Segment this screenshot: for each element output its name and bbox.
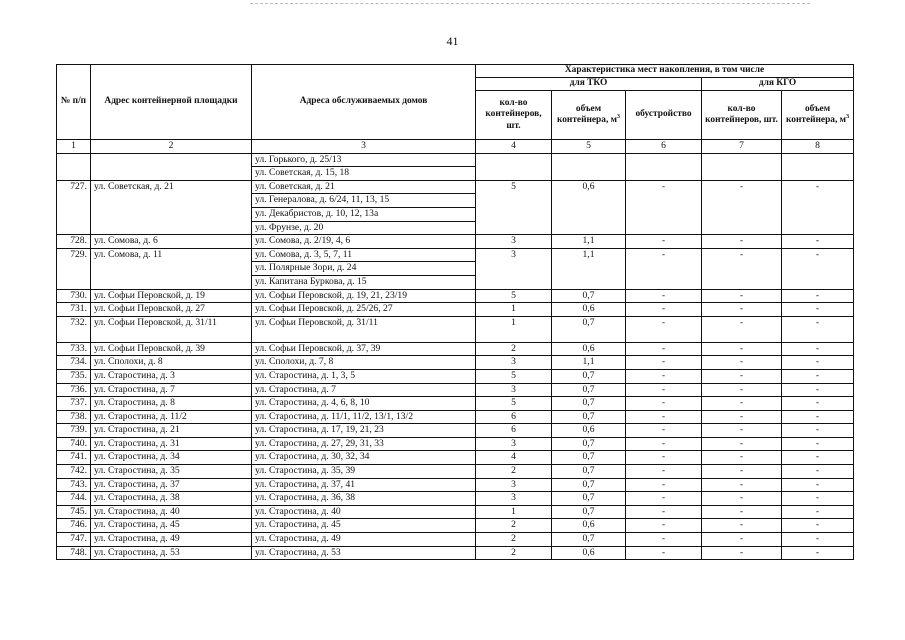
kgo-volume: - [782, 248, 854, 289]
table-row [57, 424, 854, 438]
row-number: 739. [57, 424, 91, 438]
tko-arrangement: - [626, 383, 702, 397]
tko-volume: 0,7 [552, 533, 626, 547]
column-number: 1 [57, 140, 91, 154]
tko-volume: 0,7 [552, 369, 626, 383]
table-row [57, 492, 854, 506]
kgo-count: - [702, 437, 782, 451]
site-address: ул. Старостина, д. 7 [91, 383, 252, 397]
table-row [57, 383, 854, 397]
tko-volume: 0,6 [552, 180, 626, 234]
table-row [57, 289, 854, 303]
tko-arrangement: - [626, 248, 702, 289]
tko-arrangement [626, 153, 702, 180]
served-house: ул. Советская, д. 15, 18 [252, 167, 476, 181]
served-house: ул. Старостина, д. 53 [252, 546, 476, 560]
tko-arrangement: - [626, 519, 702, 533]
row-number: 730. [57, 289, 91, 303]
row-number: 746. [57, 519, 91, 533]
kgo-count: - [702, 289, 782, 303]
header-houses: Адреса обслуживаемых домов [252, 65, 476, 140]
tko-arrangement: - [626, 369, 702, 383]
site-address: ул. Старостина, д. 37 [91, 478, 252, 492]
site-address: ул. Сомова, д. 11 [91, 248, 252, 289]
column-number: 7 [702, 140, 782, 154]
site-address: ул. Сомова, д. 6 [91, 235, 252, 249]
column-number: 5 [552, 140, 626, 154]
site-address: ул. Старостина, д. 11/2 [91, 410, 252, 424]
site-address: ул. Старостина, д. 3 [91, 369, 252, 383]
row-number: 740. [57, 437, 91, 451]
kgo-count: - [702, 478, 782, 492]
tko-count: 1 [476, 303, 552, 317]
site-address: ул. Советская, д. 21 [91, 180, 252, 234]
table-row [57, 248, 854, 262]
tko-count: 3 [476, 492, 552, 506]
served-house: ул. Софьи Перовской, д. 37, 39 [252, 342, 476, 356]
tko-arrangement: - [626, 533, 702, 547]
kgo-volume: - [782, 451, 854, 465]
header-tko-volume [552, 91, 626, 140]
served-house: ул. Старостина, д. 35, 39 [252, 465, 476, 479]
row-number: 729. [57, 248, 91, 289]
site-address: ул. Старостина, д. 34 [91, 451, 252, 465]
table-row [57, 519, 854, 533]
column-number: 4 [476, 140, 552, 154]
kgo-volume: - [782, 397, 854, 411]
tko-volume: 0,6 [552, 424, 626, 438]
tko-volume: 0,7 [552, 505, 626, 519]
tko-arrangement: - [626, 437, 702, 451]
tko-arrangement: - [626, 397, 702, 411]
tko-count: 2 [476, 533, 552, 547]
tko-count: 1 [476, 316, 552, 342]
header-tko-volume-text: объем контейнера, м [556, 103, 618, 125]
site-address: ул. Софьи Перовской, д. 39 [91, 342, 252, 356]
kgo-volume: - [782, 533, 854, 547]
cube-superscript: 3 [617, 113, 621, 120]
tko-arrangement: - [626, 235, 702, 249]
tko-volume [552, 153, 626, 180]
kgo-volume [782, 153, 854, 180]
table-header [57, 65, 854, 154]
tko-volume: 0,7 [552, 289, 626, 303]
table-row [57, 397, 854, 411]
served-house: ул. Старостина, д. 27, 29, 31, 33 [252, 437, 476, 451]
header-kgo-volume [782, 91, 854, 140]
served-house: ул. Старостина, д. 1, 3, 5 [252, 369, 476, 383]
kgo-volume: - [782, 546, 854, 560]
row-number: 748. [57, 546, 91, 560]
kgo-volume: - [782, 437, 854, 451]
served-house: ул. Старостина, д. 36, 38 [252, 492, 476, 506]
tko-count: 1 [476, 505, 552, 519]
site-address [91, 153, 252, 180]
tko-volume: 0,7 [552, 465, 626, 479]
row-number: 727. [57, 180, 91, 234]
row-number: 736. [57, 383, 91, 397]
site-address: ул. Софьи Перовской, д. 27 [91, 303, 252, 317]
served-house: ул. Генералова, д. 6/24, 11, 13, 15 [252, 194, 476, 208]
row-number: 734. [57, 356, 91, 370]
tko-arrangement: - [626, 492, 702, 506]
header-no: № п/п [57, 65, 91, 140]
kgo-count: - [702, 383, 782, 397]
tko-count: 4 [476, 451, 552, 465]
table-row [57, 303, 854, 317]
served-house: ул. Фрунзе, д. 20 [252, 221, 476, 235]
tko-volume: 0,7 [552, 492, 626, 506]
kgo-count: - [702, 519, 782, 533]
tko-arrangement: - [626, 451, 702, 465]
row-number: 741. [57, 451, 91, 465]
tko-count: 3 [476, 437, 552, 451]
site-address: ул. Софьи Перовской, д. 19 [91, 289, 252, 303]
tko-count: 3 [476, 478, 552, 492]
tko-volume: 0,7 [552, 383, 626, 397]
column-number-row [57, 140, 854, 154]
tko-count: 6 [476, 424, 552, 438]
served-house: ул. Старостина, д. 11/1, 11/2, 13/1, 13/2 [252, 410, 476, 424]
table-row [57, 410, 854, 424]
row-number: 745. [57, 505, 91, 519]
served-house: ул. Декабристов, д. 10, 12, 13а [252, 207, 476, 221]
table-row [57, 153, 854, 167]
tko-volume: 0,7 [552, 397, 626, 411]
served-house: ул. Горького, д. 25/13 [252, 153, 476, 167]
tko-arrangement: - [626, 410, 702, 424]
header-kgo: для КГО [702, 78, 854, 91]
tko-arrangement: - [626, 180, 702, 234]
kgo-count: - [702, 465, 782, 479]
kgo-count: - [702, 248, 782, 289]
kgo-count: - [702, 492, 782, 506]
served-house: ул. Старостина, д. 37, 41 [252, 478, 476, 492]
tko-count: 6 [476, 410, 552, 424]
kgo-volume: - [782, 492, 854, 506]
served-house: ул. Софьи Перовской, д. 25/26, 27 [252, 303, 476, 317]
served-house: ул. Полярные Зори, д. 24 [252, 262, 476, 276]
kgo-volume: - [782, 519, 854, 533]
column-number: 2 [91, 140, 252, 154]
table-row [57, 451, 854, 465]
tko-count: 3 [476, 248, 552, 289]
row-number: 744. [57, 492, 91, 506]
kgo-volume: - [782, 316, 854, 342]
table-row [57, 546, 854, 560]
kgo-count: - [702, 505, 782, 519]
site-address: ул. Старостина, д. 31 [91, 437, 252, 451]
tko-arrangement: - [626, 424, 702, 438]
kgo-volume: - [782, 303, 854, 317]
kgo-count: - [702, 451, 782, 465]
kgo-count: - [702, 303, 782, 317]
row-number: 743. [57, 478, 91, 492]
column-number: 6 [626, 140, 702, 154]
table-row [57, 316, 854, 342]
row-number: 735. [57, 369, 91, 383]
row-number [57, 153, 91, 180]
tko-arrangement: - [626, 356, 702, 370]
column-number: 3 [252, 140, 476, 154]
served-house: ул. Старостина, д. 45 [252, 519, 476, 533]
table-row [57, 369, 854, 383]
site-address: ул. Старостина, д. 45 [91, 519, 252, 533]
site-address: ул. Старостина, д. 8 [91, 397, 252, 411]
site-address: ул. Старостина, д. 38 [91, 492, 252, 506]
tko-volume: 0,7 [552, 451, 626, 465]
tko-count: 3 [476, 235, 552, 249]
table-row [57, 356, 854, 370]
served-house: ул. Старостина, д. 40 [252, 505, 476, 519]
served-house: ул. Софьи Перовской, д. 19, 21, 23/19 [252, 289, 476, 303]
kgo-count: - [702, 316, 782, 342]
tko-count: 5 [476, 397, 552, 411]
column-number: 8 [782, 140, 854, 154]
tko-count: 2 [476, 519, 552, 533]
tko-arrangement: - [626, 478, 702, 492]
served-house: ул. Сполохи, д. 7, 8 [252, 356, 476, 370]
tko-volume: 0,6 [552, 303, 626, 317]
table-row [57, 180, 854, 194]
table-row [57, 505, 854, 519]
kgo-volume: - [782, 235, 854, 249]
served-house: ул. Старостина, д. 17, 19, 21, 23 [252, 424, 476, 438]
served-house: ул. Сомова, д. 2/19, 4, 6 [252, 235, 476, 249]
tko-volume: 0,6 [552, 342, 626, 356]
kgo-count [702, 153, 782, 180]
table-row [57, 437, 854, 451]
site-address: ул. Старостина, д. 53 [91, 546, 252, 560]
row-number: 737. [57, 397, 91, 411]
kgo-count: - [702, 533, 782, 547]
header-tko-count: кол-во контейнеров, шт. [476, 91, 552, 140]
kgo-volume: - [782, 180, 854, 234]
site-address: ул. Старостина, д. 35 [91, 465, 252, 479]
cube-superscript: 3 [846, 113, 850, 120]
row-number: 738. [57, 410, 91, 424]
kgo-count: - [702, 397, 782, 411]
kgo-volume: - [782, 478, 854, 492]
tko-volume: 0,7 [552, 437, 626, 451]
page-number: 41 [446, 34, 459, 48]
tko-volume: 0,6 [552, 519, 626, 533]
row-number: 742. [57, 465, 91, 479]
tko-arrangement: - [626, 342, 702, 356]
table-body [57, 153, 854, 560]
site-address: ул. Софьи Перовской, д. 31/11 [91, 316, 252, 342]
table-row [57, 342, 854, 356]
table-row [57, 465, 854, 479]
served-house: ул. Капитана Буркова, д. 15 [252, 275, 476, 289]
kgo-volume: - [782, 465, 854, 479]
site-address: ул. Старостина, д. 21 [91, 424, 252, 438]
tko-volume: 1,1 [552, 235, 626, 249]
kgo-count: - [702, 342, 782, 356]
table-row [57, 235, 854, 249]
tko-count: 5 [476, 180, 552, 234]
row-number: 731. [57, 303, 91, 317]
kgo-volume: - [782, 424, 854, 438]
kgo-count: - [702, 546, 782, 560]
tko-volume: 0,7 [552, 316, 626, 342]
kgo-count: - [702, 369, 782, 383]
header-tko: для ТКО [476, 78, 702, 91]
kgo-count: - [702, 410, 782, 424]
kgo-volume: - [782, 342, 854, 356]
header-tko-arrangement: обустройство [626, 91, 702, 140]
served-house: ул. Советская, д. 21 [252, 180, 476, 194]
table-row [57, 478, 854, 492]
tko-volume: 1,1 [552, 248, 626, 289]
kgo-volume: - [782, 383, 854, 397]
tko-volume: 0,7 [552, 478, 626, 492]
tko-count: 3 [476, 356, 552, 370]
tko-arrangement: - [626, 546, 702, 560]
tko-count [476, 153, 552, 180]
kgo-volume: - [782, 356, 854, 370]
row-number: 747. [57, 533, 91, 547]
top-edge-mark [250, 0, 810, 4]
tko-volume: 0,7 [552, 410, 626, 424]
site-address: ул. Старостина, д. 40 [91, 505, 252, 519]
row-number: 728. [57, 235, 91, 249]
tko-count: 2 [476, 546, 552, 560]
tko-arrangement: - [626, 303, 702, 317]
tko-arrangement: - [626, 505, 702, 519]
header-address: Адрес контейнерной площадки [91, 65, 252, 140]
row-number: 732. [57, 316, 91, 342]
kgo-count: - [702, 356, 782, 370]
kgo-volume: - [782, 410, 854, 424]
kgo-volume: - [782, 289, 854, 303]
tko-volume: 0,6 [552, 546, 626, 560]
header-characteristics: Характеристика мест накопления, в том числе [476, 65, 854, 78]
tko-count: 2 [476, 342, 552, 356]
served-house: ул. Старостина, д. 49 [252, 533, 476, 547]
tko-arrangement: - [626, 465, 702, 479]
tko-arrangement: - [626, 316, 702, 342]
tko-volume: 1,1 [552, 356, 626, 370]
served-house: ул. Сомова, д. 3, 5, 7, 11 [252, 248, 476, 262]
served-house: ул. Старостина, д. 30, 32, 34 [252, 451, 476, 465]
header-kgo-volume-text: объем контейнера, м [785, 103, 847, 125]
header-kgo-count: кол-во контейнеров, шт. [702, 91, 782, 140]
served-house: ул. Старостина, д. 7 [252, 383, 476, 397]
served-house: ул. Старостина, д. 4, 6, 8, 10 [252, 397, 476, 411]
kgo-volume: - [782, 369, 854, 383]
tko-count: 5 [476, 369, 552, 383]
site-address: ул. Сполохи, д. 8 [91, 356, 252, 370]
kgo-count: - [702, 235, 782, 249]
tko-count: 5 [476, 289, 552, 303]
kgo-count: - [702, 424, 782, 438]
row-number: 733. [57, 342, 91, 356]
tko-count: 2 [476, 465, 552, 479]
tko-arrangement: - [626, 289, 702, 303]
site-address: ул. Старостина, д. 49 [91, 533, 252, 547]
table-row [57, 533, 854, 547]
kgo-count: - [702, 180, 782, 234]
tko-count: 3 [476, 383, 552, 397]
container-sites-table [56, 64, 854, 560]
kgo-volume: - [782, 505, 854, 519]
served-house: ул. Софьи Перовской, д. 31/11 [252, 316, 476, 342]
